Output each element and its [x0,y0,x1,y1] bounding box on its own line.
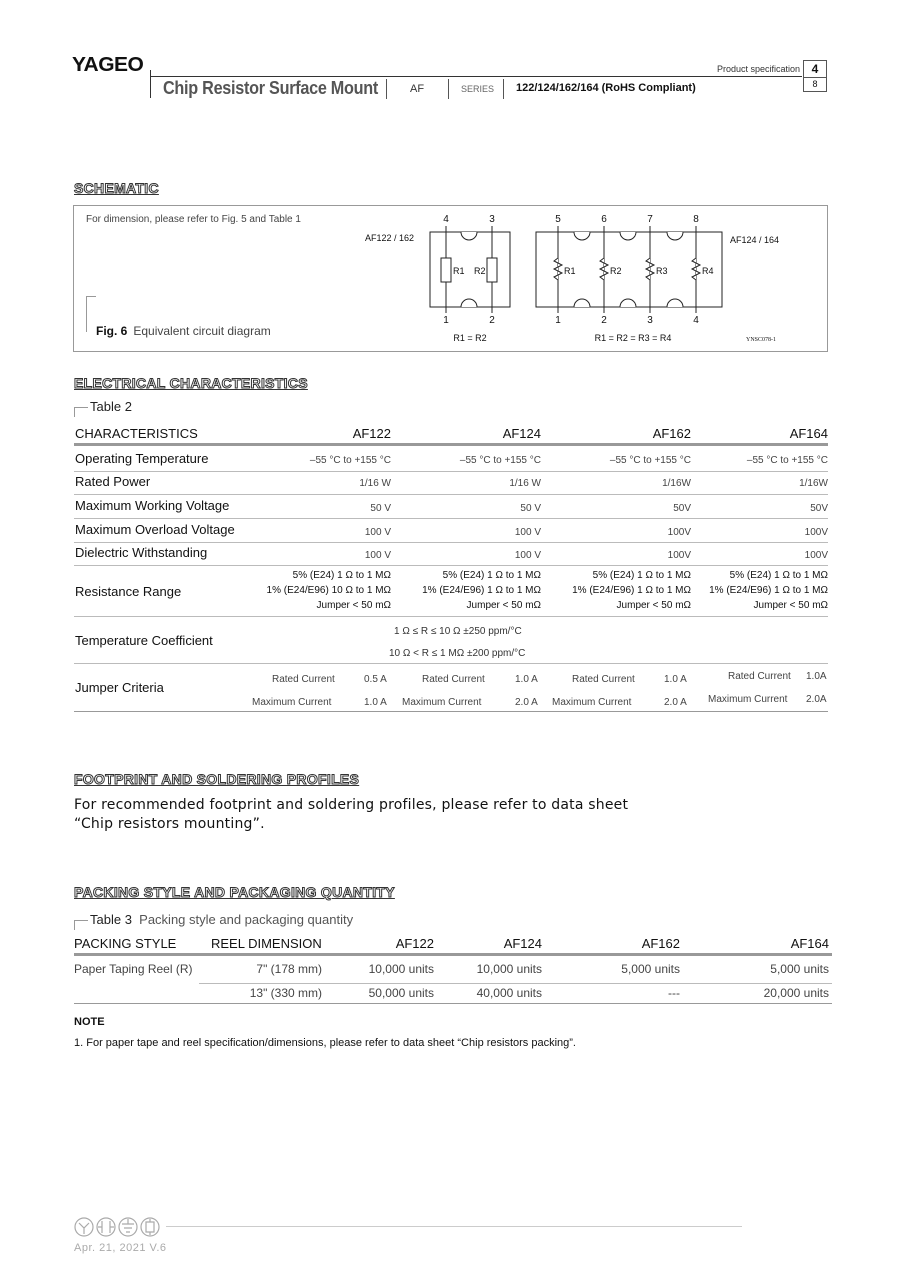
rated-current-label: Rated Current [728,671,791,682]
drawing-code: YNSC078-1 [746,337,777,343]
table-cell: 1/16W [662,478,691,489]
tc-line: 10 Ω < R ≤ 1 MΩ ±200 ppm/°C [389,648,526,659]
table-cell: 40,000 units [476,986,542,1000]
table-cell: 100 V [364,550,391,561]
table-cell: 50 V [520,503,541,514]
resistor-label: R4 [702,266,714,276]
table-cell: Paper Taping Reel (R) [74,962,193,976]
table-cell: 1/16W [799,478,828,489]
table-row [74,959,832,984]
pin-label: 7 [647,214,653,225]
figure-caption-text: Equivalent circuit diagram [133,324,271,338]
table2-label: Table 2 [90,399,132,414]
header-series: SERIES [461,84,495,94]
table-cell: 100V [667,550,691,561]
table-cell [267,568,391,613]
left-chip-name: AF122 / 162 [365,233,415,243]
table-cell: 50V [673,503,691,514]
pin-label: 4 [443,214,449,225]
row-label: Maximum Overload Voltage [75,522,235,537]
table-row [74,543,828,566]
header-af: AF [410,83,425,95]
range-line: 1% (E24/E96) 10 Ω to 1 MΩ [266,585,391,596]
range-line: Jumper < 50 mΩ [616,600,691,611]
table-cell: 1.0 A [515,674,538,685]
table-cell: 13" (330 mm) [249,986,322,1000]
footer-icons [74,1216,168,1240]
range-line: 1% (E24/E96) 1 Ω to 1 MΩ [572,585,691,596]
pin-label: 1 [555,315,561,326]
range-line: 1% (E24/E96) 1 Ω to 1 MΩ [422,585,541,596]
table-row [74,664,828,712]
table-cell [709,568,828,613]
resistor-label: R3 [656,266,668,276]
table-cell: 100V [667,527,691,538]
resistor-label: R1 [453,266,465,276]
column-header: AF164 [790,936,829,951]
table-bracket [74,920,88,930]
table-cell: 100 V [364,527,391,538]
table-bracket [74,407,88,417]
resistor-label: R2 [474,266,486,276]
table-cell: 5,000 units [770,962,829,976]
table-cell: 50,000 units [368,986,434,1000]
column-header: AF124 [503,936,542,951]
table3-caption: Packing style and packaging quantity [139,912,354,927]
table-cell: 5,000 units [621,962,680,976]
table-cell: 1/16 W [359,478,391,489]
pin-label: 3 [489,214,495,225]
footer-rule [166,1226,742,1227]
table-row [74,617,828,664]
table-cell: 50 V [370,503,391,514]
rated-current-label: Rated Current [572,674,635,685]
schematic-section-title: SCHEMATIC [74,180,159,196]
footprint-section-title: FOOTPRINT AND SOLDERING PROFILES [74,771,360,787]
max-current-label: Maximum Current [708,694,788,705]
table-cell: –55 °C to +155 °C [746,455,828,466]
rated-current-label: Rated Current [272,674,335,685]
pin-label: 2 [601,315,607,326]
table-cell: 1/16 W [509,478,541,489]
table-row [74,519,828,543]
right-chip-name: AF124 / 164 [730,235,780,245]
table-cell: 1.0 A [664,674,687,685]
table-cell: 100V [804,527,828,538]
table-row [74,984,832,1004]
table-cell: –55 °C to +155 °C [309,455,391,466]
pin-label: 5 [555,214,561,225]
table-cell: 1.0 A [364,697,387,708]
table-header-row [74,930,832,956]
ground-icon-glyph [122,1219,134,1232]
table-cell: –55 °C to +155 °C [459,455,541,466]
max-current-label: Maximum Current [402,697,482,708]
table-cell: 20,000 units [763,986,829,1000]
table-cell: 0.5 A [364,674,387,685]
table-row [74,566,828,617]
pin-label: 3 [647,315,653,326]
table-cell: 100 V [514,527,541,538]
row-label: Temperature Coefficient [75,633,213,648]
pin-label: 2 [489,315,495,326]
max-current-label: Maximum Current [252,697,332,708]
note-item: 1. For paper tape and reel specification/dimensions, please refer to data sheet “Chip resistors packing”. [74,1037,576,1049]
column-header: AF122 [395,936,434,951]
af124-164-diagram [536,214,779,343]
column-header: PACKING STYLE [74,936,177,951]
table-cell: –55 °C to +155 °C [609,455,691,466]
table-cell: 1.0A [806,671,827,682]
pin-label: 4 [693,315,699,326]
resistor-icon-glyph [146,1219,154,1235]
electrical-section-title: ELECTRICAL CHARACTERISTICS [74,375,308,391]
column-header: AF162 [641,936,680,951]
table-cell: 7" (178 mm) [256,962,322,976]
column-header: AF122 [352,426,391,441]
table-cell: --- [668,986,680,1000]
row-label: Rated Power [75,474,151,489]
table3-label [90,912,353,927]
row-label: Jumper Criteria [75,680,164,695]
document-title: Chip Resistor Surface Mount [163,78,379,98]
table-cell: 10,000 units [368,962,434,976]
column-header: AF162 [652,426,691,441]
range-line: Jumper < 50 mΩ [466,600,541,611]
table-cell: 2.0 A [515,697,538,708]
circuit-diagram [0,0,900,360]
antenna-icon-glyph [79,1223,89,1234]
schematic-note: For dimension, please refer to Fig. 5 and Table 1 [86,214,301,225]
table-row [74,495,828,519]
pin-label: 1 [443,315,449,326]
header-models: 122/124/162/164 (RoHS Compliant) [516,82,696,94]
range-line: 1% (E24/E96) 1 Ω to 1 MΩ [709,585,828,596]
table-cell: 50V [810,503,828,514]
page-number: 4 [811,62,819,76]
footprint-text [74,796,628,834]
column-header: AF124 [502,426,541,441]
right-equation: R1 = R2 = R3 = R4 [594,333,672,343]
table-cell [572,568,691,613]
row-label: Resistance Range [75,584,182,599]
page-total: 8 [812,79,818,89]
product-specification-label: Product specification [716,64,800,74]
footer-date: Apr. 21, 2021 V.6 [74,1242,167,1254]
af122-162-diagram [365,214,510,343]
capacitor-icon-glyph [98,1221,114,1233]
resistor-label: R2 [610,266,622,276]
table-header-row [74,420,828,446]
range-line: 5% (E24) 1 Ω to 1 MΩ [729,570,828,581]
row-label: Dielectric Withstanding [75,545,208,560]
note-title: NOTE [74,1016,105,1028]
column-header: AF164 [789,426,828,441]
table-cell: 2.0 A [664,697,687,708]
table-cell: 10,000 units [476,962,542,976]
row-label: Operating Temperature [75,451,209,466]
row-label: Maximum Working Voltage [75,498,230,513]
column-header: REEL DIMENSION [211,936,322,951]
footprint-line: “Chip resistors mounting”. [74,816,265,832]
table-cell [422,568,541,613]
range-line: Jumper < 50 mΩ [316,600,391,611]
rated-current-label: Rated Current [422,674,485,685]
yageo-logo: YAGEO [72,54,144,76]
range-line: 5% (E24) 1 Ω to 1 MΩ [592,570,691,581]
range-line: 5% (E24) 1 Ω to 1 MΩ [442,570,541,581]
tc-line: 1 Ω ≤ R ≤ 10 Ω ±250 ppm/°C [394,626,522,637]
table-row [74,472,828,495]
table-cell: 100 V [514,550,541,561]
resistor-label: R1 [564,266,576,276]
max-current-label: Maximum Current [552,697,632,708]
left-equation: R1 = R2 [453,333,487,343]
figure-number: Fig. 6 [96,324,128,338]
pin-label: 8 [693,214,699,225]
column-header: CHARACTERISTICS [75,426,198,441]
table-cell: 100V [804,550,828,561]
packing-section-title: PACKING STYLE AND PACKAGING QUANTITY [74,884,395,900]
range-line: Jumper < 50 mΩ [753,600,828,611]
footprint-line: For recommended footprint and soldering profiles, please refer to data sheet [74,797,629,813]
table3-number: Table 3 [90,912,132,927]
table-cell: 2.0A [806,694,827,705]
table-row [74,449,828,472]
pin-label: 6 [601,214,607,225]
range-line: 5% (E24) 1 Ω to 1 MΩ [292,570,391,581]
